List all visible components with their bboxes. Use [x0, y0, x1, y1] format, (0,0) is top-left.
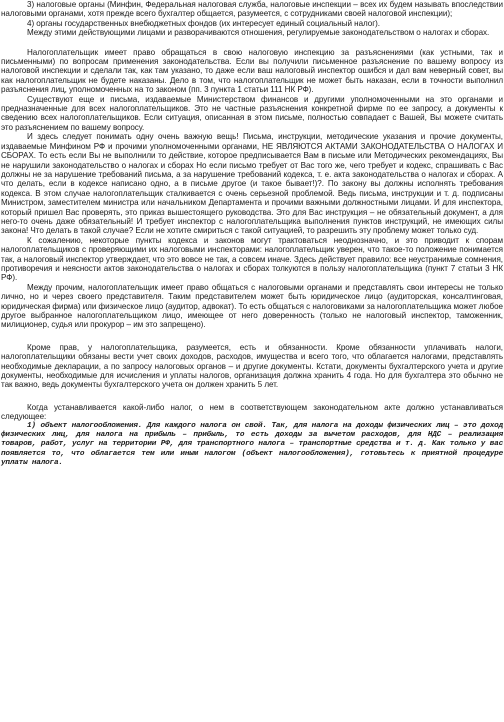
paragraph-taxation-object: 1) объект налогообложения. Для каждого налога он свой. Так, для налога на доходы физических лиц – это доход физических лиц, для налога на прибыль – прибыль, то есть доходы за вычетом расходов, для НДС – реализация товаров, работ, услуг на территории РФ, для транспортного налога – транспортные средства и т. д. Как только у вас появляется то, что облагается тем или иным налогом (объект налогообложения), готовьтесь к приятной процедуре уплаты налога.	[1, 421, 503, 468]
paragraph-ambiguity: К сожалению, некоторые пункты кодекса и законов могут трактоваться неоднозначно, и это приводит к спорам налогоплательщиков с проверяющими их налоговыми инспекторами: налогоплательщик уверен, что такое-то положение понимается так, а налоговый инспектор утверждает, что это вовсе не так, а совсем иначе. Здесь действует правило: все неустранимые сомнения, противоречия и неясности актов законодательства о налогах и сборах толкуются в пользу налогоплательщика (пункт 7 статьи 3 НК РФ).	[1, 235, 503, 283]
paragraph-tax-elements-intro: Когда устанавливается какой-либо налог, о нем в соответствующем законодательном акте должно устанавливаться следующее:	[1, 402, 503, 422]
paragraph-representative: Между прочим, налогоплательщик имеет право общаться с налоговыми органами и представлять свои интересы не только лично, но и через своего представителя. Таким представителем может быть юридическое лицо (аудиторская, консалтинговая, юридическая фирма) или физическое лицо (аудитор, адвокат). То есть общаться с налоговиками за налогоплательщика может любое другое выбранное налогоплательщиком лицо, имеющее от него доверенность (только не налоговый инспектор, таможенник, милиционер, судья или прокурор – им это запрещено).	[1, 282, 503, 330]
paragraph-relations: Между этими действующими лицами и разворачиваются отношения, регулируемые законодательством о налогах и сборах.	[27, 28, 490, 38]
paragraph-extrabudgetary-funds: 4) органы государственных внебюджетных фондов (их интересует единый социальный налог).	[27, 18, 380, 28]
paragraph-clarifications: Налогоплательщик имеет право обращаться в свою налоговую инспекцию за разъяснениями (как устными, так и письменными) по вопросам применения законодательства. Если вы получили письменное разъяснение по вашему вопросу из налоговой инспекции и сделали так, как там указано, то даже если ваш налоговый инспектор ошибся и дал вам неверный совет, вы как налогоплательщик не будете наказаны. Дело в том, что налогоплательщик не может быть наказан, если в точности выполнил разъяснения лиц, уполномоченных на то законом (пп. 3 пункта 1 статьи 111 НК РФ).	[1, 47, 503, 95]
paragraph-important-note: И здесь следует понимать одну очень важную вещь! Письма, инструкции, методические указания и прочие документы, издаваемые Минфином РФ и прочими уполномоченными органами, НЕ ЯВЛЯЮТСЯ АКТАМИ ЗАКОНОДАТЕЛЬСТВА О НАЛОГАХ И СБОРАХ. То есть если Вы не выполнили то действие, которое предписывается Вам в письме или Методических рекомендациях, Вы не нарушили законодательство о налогах и сборах Но если письмо требует от Вас того же, чего требует и кодекс, спрашивать с Вас должны не за нарушение требований письма, а за нарушение требований кодекса, т. е. акта законодательства о налогах и сборах. А что делать, если в кодексе написано одно, а в письме другое (и такое бывает!)?. По закону вы должны исполнять требования кодекса. В этом случае налогоплательщик сталкивается с очень серьезной проблемой. Ведь письма, инструкции и т. д. подписаны Министром, заместителем министра или начальником Департамента и прочими важными должностными лицами. И для инспектора, который пришел Вас проверять, это приказ вышестоящего руководства. Это для Вас инструкция – не обязательный документ, а для него-то очень даже обязательный! И требует инспектор с налогоплательщика выполнения пунктов инструкций, не имеющих силы закона! Что делать в такой случае? Если не хотите смириться с такой ситуацией, то разрешить эту проблему может только суд.	[1, 132, 503, 236]
paragraph-obligations: Кроме прав, у налогоплательщика, разумеется, есть и обязанности. Кроме обязанности уплачивать налоги, налогоплательщики обязаны вести учет своих доходов, расходов, имущества и всего того, что облагается налогами, представлять необходимые декларации, а по запросу налоговых органов – и другие документы. Кстати, документы бухгалтерского учета и другие документы, необходимые для исчисления и уплаты налогов, организация должна хранить 4 года. Но для бухгалтера это обычно не так важно, ведь документы бухгалтерского учета он должен хранить 5 лет.	[1, 342, 503, 390]
paragraph-tax-authorities: 3) налоговые органы (Минфин, Федеральная налоговая служба, налоговые инспекции – всех их будем называть впоследствии налоговыми органами, хотя прежде всего бухгалтер общается, разумеется, с сотрудниками своей налоговой инспекции);	[1, 0, 503, 19]
paragraph-ministry-letters: Существуют еще и письма, издаваемые Министерством финансов и другими уполномоченными на это органами и предназначенные для всех налогоплательщиков. Это не частные разъяснения конкретной фирме по ее запросу, а документы к сведению всех налогоплательщиков. Если ситуация, описанная в этом письме, полностью совпадает с Вашей, Вы можете считать это разъяснением по вашему вопросу.	[1, 94, 503, 132]
